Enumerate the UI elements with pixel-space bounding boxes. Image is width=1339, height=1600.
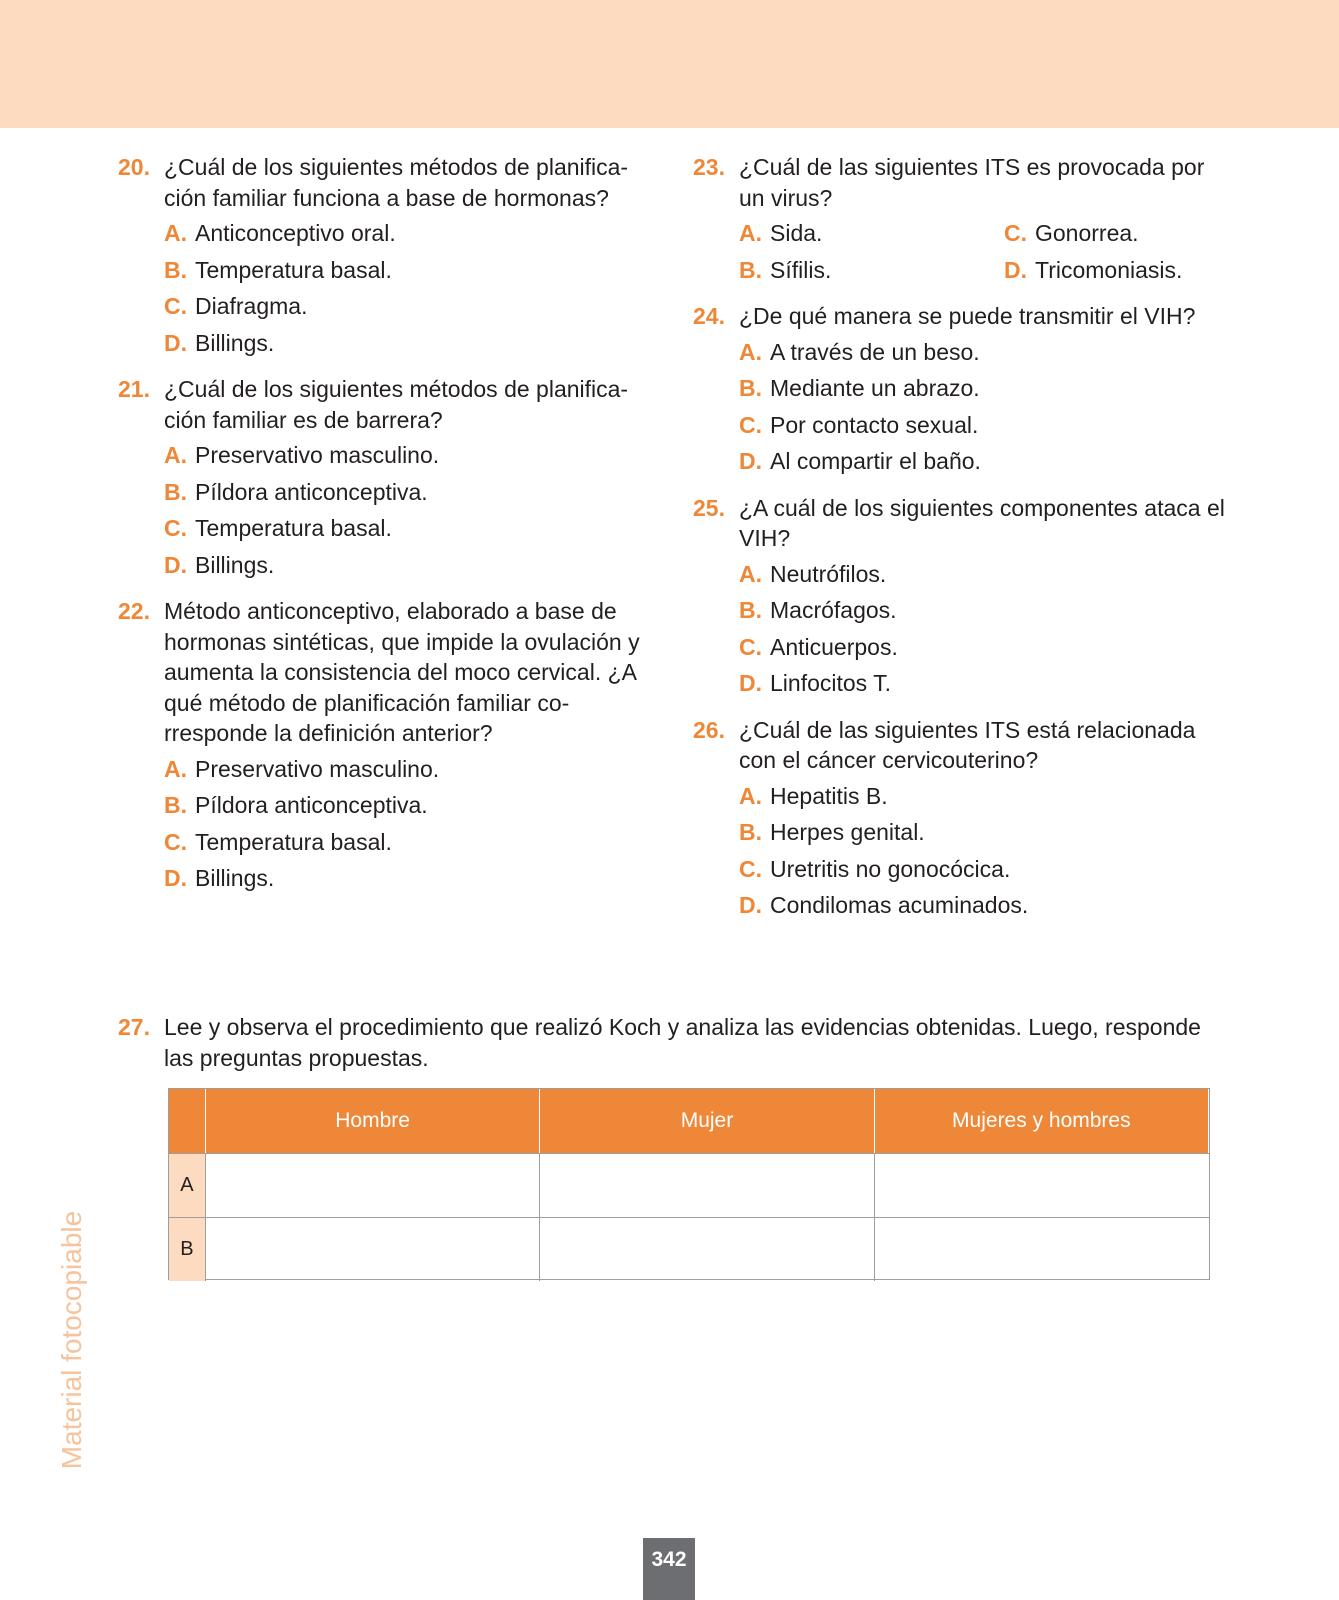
top-header-band xyxy=(0,0,1339,128)
option-d[interactable]: D. Tricomoniasis. xyxy=(1004,256,1183,283)
table-answer-cell[interactable] xyxy=(875,1218,1209,1281)
table-answer-cell[interactable] xyxy=(206,1154,540,1217)
option-a[interactable]: A. Hepatitis B. xyxy=(739,782,888,809)
question-number: 25. xyxy=(693,494,725,521)
table-header-cell: Mujeres y hombres xyxy=(875,1089,1209,1153)
question-number: 22. xyxy=(118,598,150,624)
table-row xyxy=(169,1217,1209,1281)
table-row-label: B xyxy=(169,1218,206,1281)
question-20 xyxy=(118,152,648,361)
option-b[interactable]: B. Píldora anticonceptiva. xyxy=(164,792,428,818)
question-stem: Método anticonceptivo, elaborado a base de hormonas sintéticas, que impide la ovulación y aumenta la consistencia del moco cervical. ¿A qué método de planificación familiar co-rresponde la definición anterior? xyxy=(164,598,640,746)
left-column xyxy=(118,152,648,910)
option-a[interactable]: A. Preservativo masculino. xyxy=(164,442,440,468)
question-24 xyxy=(693,301,1233,480)
option-c[interactable]: C. Anticuerpos. xyxy=(739,633,898,660)
option-b[interactable]: B. Sífilis. xyxy=(739,256,832,283)
question-number: 24. xyxy=(693,303,725,329)
question-stem: Lee y observa el procedimiento que realizó Koch y analiza las evidencias obtenidas. Luego, responde las preguntas propuestas. xyxy=(164,1014,1201,1071)
option-d[interactable]: D. Linfocitos T. xyxy=(739,670,892,696)
table-answer-cell[interactable] xyxy=(540,1218,874,1281)
option-b[interactable]: B. Macrófagos. xyxy=(739,597,897,623)
question-21 xyxy=(118,374,648,583)
question-stem: ¿Cuál de los siguientes métodos de planifica-ción familiar es de barrera? xyxy=(164,376,629,433)
table-corner-cell xyxy=(169,1089,206,1153)
option-a[interactable]: A. Sida. xyxy=(739,220,823,246)
question-number: 21. xyxy=(118,376,150,402)
question-stem: ¿Cuál de los siguientes métodos de planifica-ción familiar funciona a base de hormonas? xyxy=(164,154,629,211)
table-answer-cell[interactable] xyxy=(875,1154,1209,1217)
question-number: 23. xyxy=(693,154,725,180)
table-header-cell: Hombre xyxy=(206,1089,540,1153)
table-answer-cell[interactable] xyxy=(540,1154,874,1217)
question-23 xyxy=(693,152,1233,288)
option-d[interactable]: D. Billings. xyxy=(164,865,275,891)
option-b[interactable]: B. Píldora anticonceptiva. xyxy=(164,478,428,505)
question-22 xyxy=(118,596,648,897)
question-stem: ¿De qué manera se puede transmitir el VIH? xyxy=(739,303,1196,329)
table-answer-cell[interactable] xyxy=(206,1218,540,1281)
table-header-row xyxy=(169,1089,1209,1153)
question-number: 27. xyxy=(118,1014,150,1040)
side-label: Material fotocopiable xyxy=(56,1210,87,1470)
option-a[interactable]: A. Preservativo masculino. xyxy=(164,755,440,782)
option-d[interactable]: D. Billings. xyxy=(164,551,275,578)
question-25 xyxy=(693,493,1233,702)
option-b[interactable]: B. Temperatura basal. xyxy=(164,256,392,283)
option-b[interactable]: B. Herpes genital. xyxy=(739,819,925,845)
right-column xyxy=(693,152,1233,937)
option-c[interactable]: C. Uretritis no gonocócica. xyxy=(739,855,1011,882)
option-c[interactable]: C. Temperatura basal. xyxy=(164,828,392,855)
option-c[interactable]: C. Gonorrea. xyxy=(1004,220,1139,246)
question-stem: ¿Cuál de las siguientes ITS está relacionada con el cáncer cervicouterino? xyxy=(739,716,1196,773)
option-c[interactable]: C. Temperatura basal. xyxy=(164,515,392,541)
option-d[interactable]: D. Billings. xyxy=(164,329,275,356)
option-c[interactable]: C. Por contacto sexual. xyxy=(739,411,979,438)
answer-table xyxy=(168,1088,1210,1280)
question-26 xyxy=(693,715,1233,924)
question-stem: ¿Cuál de las siguientes ITS es provocada por un virus? xyxy=(739,154,1205,211)
table-row-label: A xyxy=(169,1154,206,1217)
table-header-cell: Mujer xyxy=(540,1089,874,1153)
option-b[interactable]: B. Mediante un abrazo. xyxy=(739,375,980,401)
question-number: 26. xyxy=(693,716,725,743)
question-stem: ¿A cuál de los siguientes componentes ataca el VIH? xyxy=(739,494,1225,551)
page-number: 342 xyxy=(643,1538,695,1600)
question-number: 20. xyxy=(118,154,150,180)
question-27 xyxy=(118,1012,1218,1075)
option-d[interactable]: D. Al compartir el baño. xyxy=(739,448,981,474)
table-row xyxy=(169,1153,1209,1217)
option-d[interactable]: D. Condilomas acuminados. xyxy=(739,892,1029,918)
option-a[interactable]: A. Anticonceptivo oral. xyxy=(164,220,396,246)
option-a[interactable]: A. Neutrófilos. xyxy=(739,560,887,587)
option-a[interactable]: A. A través de un beso. xyxy=(739,338,980,365)
option-c[interactable]: C. Diafragma. xyxy=(164,293,308,319)
